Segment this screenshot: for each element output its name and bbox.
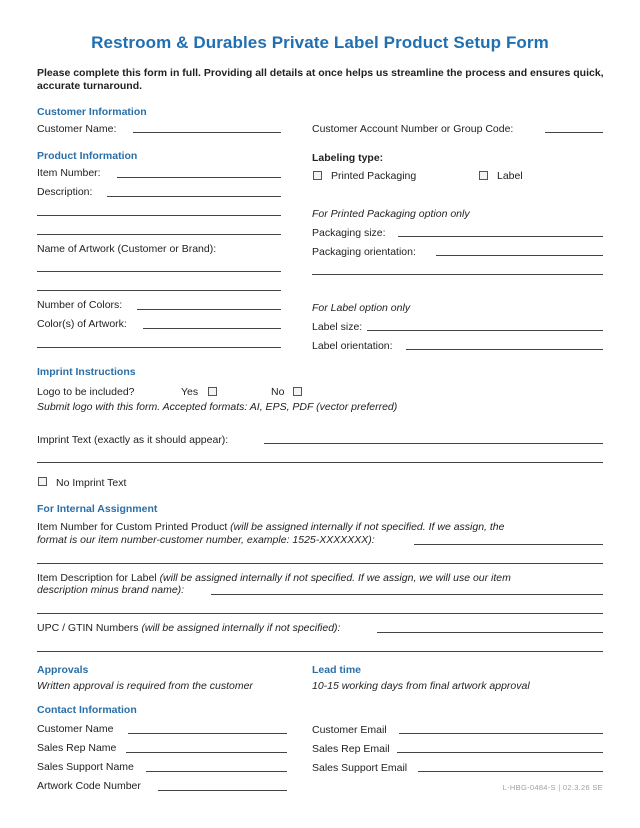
custom-item-number-note: (will be assigned internally if not specified. If we assign, the <box>230 521 505 533</box>
printed-packaging-label: Printed Packaging <box>331 170 417 182</box>
imprint-text-label: Imprint Text (exactly as it should appear): <box>37 434 229 446</box>
intro-text: Please complete this form in full. Providing all details at once helps us streamline the process and ensures quick, accurate turnaround. <box>37 67 604 92</box>
no-imprint-checkbox[interactable] <box>38 477 47 486</box>
contact-customer-name-label: Customer Name <box>37 723 114 735</box>
customer-info-heading: Customer Information <box>37 106 147 118</box>
contact-sales-rep-name-field[interactable] <box>126 752 287 753</box>
item-number-field[interactable] <box>117 177 281 178</box>
item-description-note: (will be assigned internally if not specified. If we assign, we will use our item <box>159 572 511 584</box>
upc-field-line-2[interactable] <box>37 651 603 652</box>
contact-sales-rep-name-label: Sales Rep Name <box>37 742 117 754</box>
labeling-type-heading: Labeling type: <box>312 152 384 164</box>
packaging-orientation-label: Packaging orientation: <box>312 246 416 258</box>
artwork-name-label: Name of Artwork (Customer or Brand): <box>37 243 217 255</box>
upc-title: UPC / GTIN Numbers <box>37 622 139 634</box>
item-number-label: Item Number: <box>37 167 101 179</box>
artwork-colors-field[interactable] <box>143 328 281 329</box>
approvals-text: Written approval is required from the customer <box>37 680 253 692</box>
lead-time-heading: Lead time <box>312 664 362 676</box>
contact-sales-support-name-field[interactable] <box>146 771 287 772</box>
artwork-name-field-line-2[interactable] <box>37 290 281 291</box>
artwork-colors-field-line-2[interactable] <box>37 347 281 348</box>
contact-customer-email-field[interactable] <box>399 733 603 734</box>
item-description-field-line-2[interactable] <box>37 613 603 614</box>
label-orientation-field[interactable] <box>406 349 603 350</box>
label-size-label: Label size: <box>312 321 363 333</box>
form-title: Restroom & Durables Private Label Product Setup Form <box>91 33 549 52</box>
custom-item-number-label <box>37 521 504 533</box>
packaging-size-label: Packaging size: <box>312 227 386 239</box>
customer-name-field[interactable] <box>133 132 281 133</box>
label-note: For Label option only <box>312 302 411 314</box>
contact-sales-rep-email-field[interactable] <box>397 752 603 753</box>
contact-sales-support-name-label: Sales Support Name <box>37 761 134 773</box>
product-info-heading: Product Information <box>37 150 138 162</box>
upc-label <box>37 622 340 634</box>
imprint-heading: Imprint Instructions <box>37 366 136 378</box>
label-checkbox[interactable] <box>479 171 488 180</box>
packaging-orientation-field-line-2[interactable] <box>312 274 603 275</box>
description-label: Description: <box>37 186 93 198</box>
account-number-label: Customer Account Number or Group Code: <box>312 123 514 135</box>
artwork-colors-label: Color(s) of Artwork: <box>37 318 127 330</box>
packaging-orientation-field[interactable] <box>436 255 603 256</box>
contact-customer-email-label: Customer Email <box>312 724 387 736</box>
custom-item-number-title: Item Number for Custom Printed Product <box>37 521 228 533</box>
label-orientation-label: Label orientation: <box>312 340 393 352</box>
logo-yes-checkbox[interactable] <box>208 387 217 396</box>
custom-item-number-field-line-2[interactable] <box>37 563 603 564</box>
label-option-label: Label <box>497 170 523 182</box>
no-imprint-label: No Imprint Text <box>56 477 127 489</box>
customer-name-label: Customer Name: <box>37 123 117 135</box>
contact-artwork-code-field[interactable] <box>158 790 287 791</box>
number-of-colors-field[interactable] <box>137 309 281 310</box>
description-field[interactable] <box>107 196 281 197</box>
logo-included-label: Logo to be included? <box>37 386 135 398</box>
contact-customer-name-field[interactable] <box>128 733 287 734</box>
custom-item-number-note-2: format is our item number-customer number, example: 1525-XXXXXXX): <box>37 534 375 546</box>
packaging-size-field[interactable] <box>398 236 603 237</box>
no-label: No <box>271 386 285 398</box>
item-description-note-2: description minus brand name): <box>37 584 185 596</box>
contact-heading: Contact Information <box>37 704 137 716</box>
contact-sales-rep-email-label: Sales Rep Email <box>312 743 390 755</box>
custom-item-number-field[interactable] <box>414 544 603 545</box>
internal-heading: For Internal Assignment <box>37 503 158 515</box>
contact-artwork-code-label: Artwork Code Number <box>37 780 141 792</box>
description-field-line-3[interactable] <box>37 234 281 235</box>
footer-code: L-HBG-0484-S | 02.3.26 SE <box>502 783 603 792</box>
label-size-field[interactable] <box>367 330 603 331</box>
approvals-heading: Approvals <box>37 664 89 676</box>
item-description-label <box>37 572 511 584</box>
description-field-line-2[interactable] <box>37 215 281 216</box>
contact-sales-support-email-label: Sales Support Email <box>312 762 408 774</box>
imprint-text-field[interactable] <box>264 443 603 444</box>
lead-time-text: 10-15 working days from final artwork approval <box>312 680 530 692</box>
imprint-text-field-line-2[interactable] <box>37 462 603 463</box>
artwork-name-field[interactable] <box>37 271 281 272</box>
number-of-colors-label: Number of Colors: <box>37 299 123 311</box>
contact-sales-support-email-field[interactable] <box>418 771 603 772</box>
logo-no-checkbox[interactable] <box>293 387 302 396</box>
packaging-note: For Printed Packaging option only <box>312 208 470 220</box>
printed-packaging-checkbox[interactable] <box>313 171 322 180</box>
yes-label: Yes <box>181 386 199 398</box>
upc-note: (will be assigned internally if not specified): <box>141 622 341 634</box>
upc-field[interactable] <box>377 632 603 633</box>
account-number-field[interactable] <box>545 132 603 133</box>
item-description-title: Item Description for Label <box>37 572 157 584</box>
logo-format-note: Submit logo with this form. Accepted formats: AI, EPS, PDF (vector preferred) <box>37 401 398 413</box>
item-description-field[interactable] <box>211 594 603 595</box>
